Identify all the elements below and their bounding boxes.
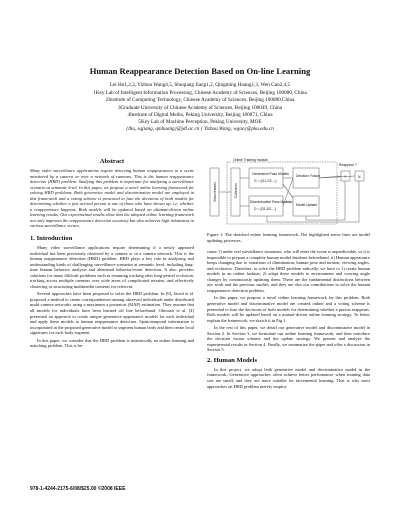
training-module-label: Online Training module	[233, 158, 268, 162]
intro-paragraph: Many video surveillance applications require determining if a newly appeared individual has been previously observed by a camera or in a camera network. This is the human reappearance detection (HRD) problem. HRD plays a key role in analyzing and understanding kinds of challenging surveillance scenarios at semantic level, including long-time human behavior analysis and abnormal behavior/event detection. It also provides solutions for many difficult problems such as resuming tracking after long-period occlusion, tracking across multiple cameras over wide areas of complicated terrains, and effectively clustering or structuring multimedia contents for retrieval.	[30, 245, 194, 289]
collection-label: Collection	[233, 183, 238, 198]
figure-caption: Figure 1: The sketched online learning framework. The highlighted arrow lines are model updating processes.	[207, 232, 370, 243]
footer-copyright: 978-1-4244-2175-6/08/$25.00 ©2008 IEEE	[30, 486, 126, 492]
discriminative-sub: D = {D1,D2,...}	[254, 207, 276, 211]
discriminative-label: Discriminative Pass Models	[250, 200, 292, 204]
author-block	[0, 82, 400, 133]
author-list: Lei Hu1,2,3, Yizhou Wang4,5, Shuqiang Jiang1,2, Qingming Huang1,3, Wen Gao2,4,5	[109, 82, 291, 88]
generative-box	[249, 168, 283, 188]
yes-label: Y	[344, 175, 347, 179]
generative-sub: G = {G1,G2,...}	[254, 179, 277, 183]
paper-title: Human Reappearance Detection Based on On-line Learning	[89, 66, 311, 76]
no-label: N	[358, 175, 361, 179]
affiliation-4: 4Institute of Digital Media, Peking University, Beijing 100871, China	[127, 111, 273, 118]
affiliation-5: 5Key Lab of Machine Perception, Peking University, MOE	[138, 119, 262, 126]
affiliation-2: 2Institute of Computing Technology, Chinese Academy of Sciences, Beijing 100080,China	[105, 97, 295, 104]
decision-box	[293, 168, 319, 188]
body-paragraph: In this paper, we propose a novel online learning framework for this problem. Both generative model and discriminative model are created online and a voting scheme is presented to fuse the decisions of both models for determining whether a person reappears. Both models will be updated based on a mutual-driven online learning strategy. To better explain the framework, we sketch it in Fig.1.	[207, 295, 370, 323]
left-column	[30, 158, 194, 351]
intro-heading: 1. Introduction	[30, 235, 73, 243]
reappear-label: Reappear ?	[339, 163, 357, 167]
intro-paragraph: Several approaches have been proposed to solve the HRD problem. In [6], Javed et al. proposed a method to create correspondences among observed individuals under distributed multi-camera networks using a maximum a posteriori (MAP) estimation. They assume that all models for individuals have been learned off line beforehand. Ghessari et al. [4] presented an approach to create unique generative appearance models for each individual and apply these models to human reappearance detection. Spatiotemporal information is incorporated in the proposed generative model to segment human body and then create local signatures for each body segment.	[30, 291, 195, 336]
affiliation-3: 3Graduate University of Chinese Academy of Sciences, Beijing 100049, China	[117, 104, 283, 111]
decision-label: Decision Fusion	[296, 174, 321, 178]
author-emails: {lhu, sqjiang, qmhuang}@jdl.ac.cn { Yizhou.Wang, wgao}@pku.edu.cn	[126, 126, 274, 133]
section2-heading: 2. Human Models	[207, 356, 258, 364]
update-label: Model Update	[296, 203, 318, 207]
body-paragraph: In the rest of this paper, we detail our generative model and discriminative model in Section 2. In Section 3, we formulate our online learning framework, and then introduce the decision fusion scheme and the update strategy. We present and analyze the experimental results in Section 4. Finally, we summarize the paper and offer a discussion in Section 5.	[207, 325, 370, 353]
body-paragraph: In this project, we adopt both generative model and discriminative model in the framework. Generative approaches often achieve better performance when training data sets are small, and they are more suitable for incremental learning. That is why most approaches on HRD problem merely employ	[207, 366, 370, 389]
framework-figure	[207, 158, 370, 228]
right-column	[207, 158, 370, 391]
abstract-heading: Abstract	[99, 158, 125, 165]
generative-label: Generative Pass Models	[252, 172, 289, 176]
abstract-text: Many video surveillance applications require detecting human reappearances in a scene monitored by a camera or over a network of cameras. This is the human reappearance detection (HRD) problem. Studying this problem is important for analyzing a surveillance scenario at semantic level. In this paper, we propose a novel online learning framework for solving HRD problems. Both generative model and discriminative model are employed in this framework and a voting scheme is presented to fuse the decisions of both models for determining whether a just arrived person is one of those who have shown up, i.e. whether a reappearance happens. Both models will be updated based on ultimate-driven online learning results. Our experimental results show that the adopted online learning framework not only improves the reappearance detection accuracy but also achieves high robustness in various surveillance scenes.	[30, 168, 194, 229]
affiliation-1: 1Key Lab of Intelligent Information Processing, Chinese Academy of Sciences, Beijing 100080, China	[93, 90, 307, 97]
body-paragraph: cause 1) under real surveillance situations, who will enter the scene is unpredictable, so it is impossible to prepare a complete human model database beforehand. ii) Human appearance keeps changing due to variations of illumination, human pose and motion, viewing angles, and occlusion. Therefore, to solve the HRD problem radically, we have to 1) create human models in an online fashion; 2) adapt these models to environment and viewing angle changes by continuously updating them. These are the fundamental distinctions between our work and the previous studies, and they are also our contributions to solve the human reappearance detection problem.	[207, 249, 370, 293]
video-frames-label: Video frames	[212, 182, 217, 202]
framework-diagram	[207, 158, 370, 228]
intro-paragraph: In this paper, we consider that the HRD problem is intrinsically an online learning and matching problem. This is be-	[30, 337, 194, 349]
discriminative-box	[249, 196, 283, 216]
